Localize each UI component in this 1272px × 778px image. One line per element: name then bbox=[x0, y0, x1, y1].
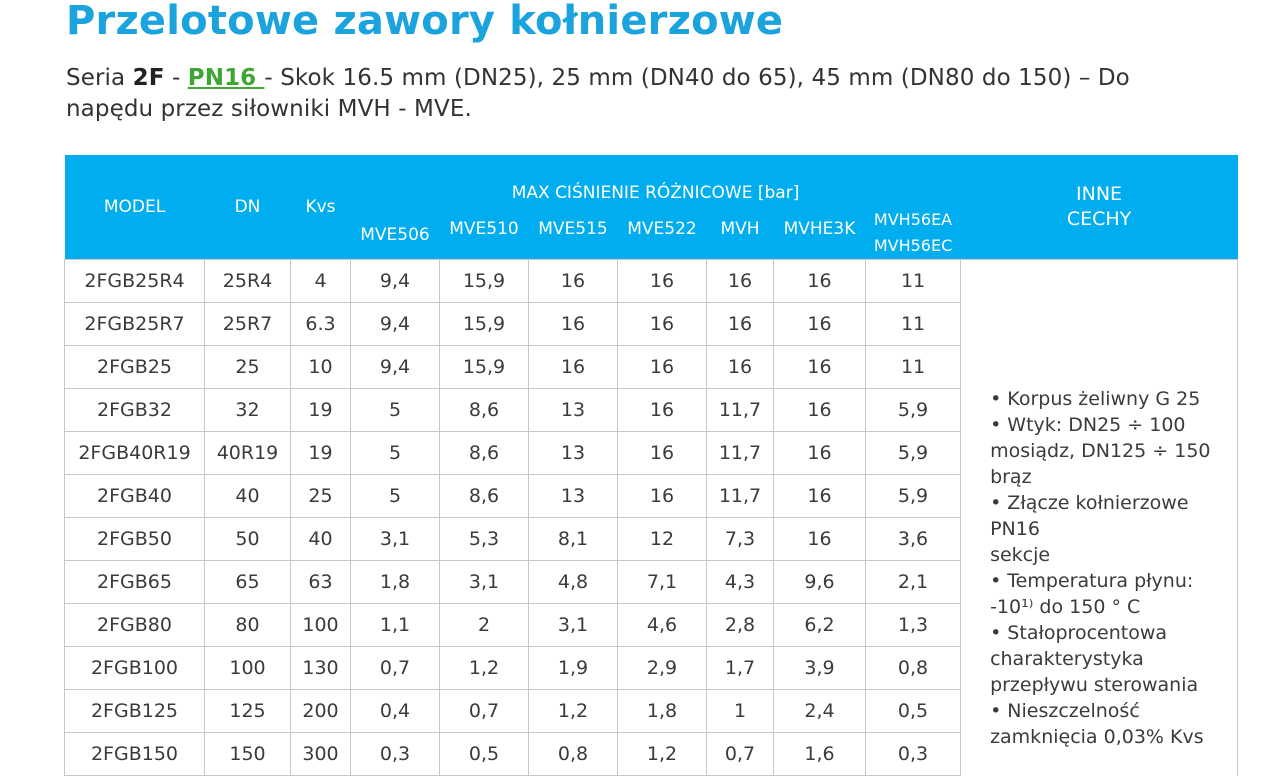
table-cell: 8,1 bbox=[529, 518, 618, 561]
table-cell: 2FGB40 bbox=[65, 475, 205, 518]
table-cell: 3,9 bbox=[774, 647, 866, 690]
table-cell: 1,1 bbox=[351, 604, 440, 647]
table-cell: 15,9 bbox=[440, 346, 529, 389]
table-cell: 63 bbox=[291, 561, 351, 604]
table-cell: 5 bbox=[351, 475, 440, 518]
feature-note-line: mosiądz, DN125 ÷ 150 bbox=[990, 439, 1211, 462]
table-cell: 1,6 bbox=[774, 733, 866, 776]
table-cell: 2FGB32 bbox=[65, 389, 205, 432]
table-cell: 12 bbox=[618, 518, 707, 561]
table-cell: 2FGB150 bbox=[65, 733, 205, 776]
valve-spec-table bbox=[64, 155, 1238, 776]
table-cell: 2 bbox=[440, 604, 529, 647]
table-cell: 4,6 bbox=[618, 604, 707, 647]
table-cell: 6.3 bbox=[291, 303, 351, 346]
table-cell: 2FGB80 bbox=[65, 604, 205, 647]
page-title: Przelotowe zawory kołnierzowe bbox=[66, 0, 784, 44]
table-cell: 8,6 bbox=[440, 475, 529, 518]
header-mvhe3k: MVHE3K bbox=[774, 207, 866, 260]
table-cell: 16 bbox=[529, 346, 618, 389]
table-cell: 2FGB50 bbox=[65, 518, 205, 561]
table-cell: 3,1 bbox=[440, 561, 529, 604]
table-cell: 9,4 bbox=[351, 260, 440, 303]
header-mvh56ea: MVH56EA bbox=[873, 210, 953, 229]
table-cell: 0,8 bbox=[529, 733, 618, 776]
table-cell: 5 bbox=[351, 389, 440, 432]
header-mve522: MVE522 bbox=[618, 207, 707, 260]
series-details-line2: napędu przez siłowniki MVH - MVE. bbox=[66, 96, 472, 122]
table-cell: 2FGB65 bbox=[65, 561, 205, 604]
table-cell: 2,1 bbox=[866, 561, 961, 604]
feature-note-line: • Złącze kołnierzowe bbox=[990, 491, 1189, 514]
header-other-features bbox=[961, 155, 1238, 260]
table-cell: 16 bbox=[774, 346, 866, 389]
table-cell: 16 bbox=[707, 303, 774, 346]
table-row bbox=[65, 260, 1238, 303]
table-cell: 7,3 bbox=[707, 518, 774, 561]
table-body bbox=[65, 260, 1238, 776]
table-cell: 3,1 bbox=[351, 518, 440, 561]
table-cell: 13 bbox=[529, 432, 618, 475]
table-cell: 16 bbox=[618, 303, 707, 346]
table-cell: 2FGB25R4 bbox=[65, 260, 205, 303]
table-cell: 6,2 bbox=[774, 604, 866, 647]
table-cell: 0,7 bbox=[707, 733, 774, 776]
table-cell: 9,4 bbox=[351, 303, 440, 346]
table-cell: 5,9 bbox=[866, 389, 961, 432]
table-cell: 19 bbox=[291, 389, 351, 432]
table-cell: 16 bbox=[774, 518, 866, 561]
table-cell: 16 bbox=[618, 260, 707, 303]
table-cell: 5,9 bbox=[866, 475, 961, 518]
feature-note-line: • Korpus żeliwny G 25 bbox=[990, 387, 1201, 410]
table-cell: 16 bbox=[774, 389, 866, 432]
header-kvs: Kvs bbox=[291, 155, 351, 260]
table-cell: 2FGB100 bbox=[65, 647, 205, 690]
feature-note-line: zamknięcia 0,03% Kvs bbox=[990, 725, 1204, 748]
series-prefix: Seria bbox=[66, 65, 133, 91]
table-cell: 7,1 bbox=[618, 561, 707, 604]
table-cell: 150 bbox=[205, 733, 291, 776]
table-cell: 0,4 bbox=[351, 690, 440, 733]
header-other-line1: INNE bbox=[1076, 183, 1123, 205]
table-cell: 4 bbox=[291, 260, 351, 303]
table-cell: 0,3 bbox=[866, 733, 961, 776]
table-cell: 16 bbox=[618, 346, 707, 389]
table-cell: 1 bbox=[707, 690, 774, 733]
table-cell: 0,3 bbox=[351, 733, 440, 776]
table-cell: 40 bbox=[205, 475, 291, 518]
table-cell: 3,6 bbox=[866, 518, 961, 561]
table-cell: 5,3 bbox=[440, 518, 529, 561]
table-cell: 40R19 bbox=[205, 432, 291, 475]
features-notes bbox=[961, 260, 1238, 776]
table-cell: 16 bbox=[618, 389, 707, 432]
table-cell: 15,9 bbox=[440, 260, 529, 303]
header-max-pressure-group: MAX CIŚNIENIE RÓŻNICOWE [bar] bbox=[351, 155, 961, 207]
table-cell: 25 bbox=[291, 475, 351, 518]
table-cell: 15,9 bbox=[440, 303, 529, 346]
table-cell: 1,8 bbox=[618, 690, 707, 733]
table-cell: 16 bbox=[529, 303, 618, 346]
feature-note-line: przepływu sterowania bbox=[990, 673, 1199, 696]
table-cell: 19 bbox=[291, 432, 351, 475]
table-cell: 11,7 bbox=[707, 389, 774, 432]
pn16-link[interactable]: PN16 bbox=[187, 65, 265, 91]
table-cell: 16 bbox=[529, 260, 618, 303]
table-cell: 13 bbox=[529, 389, 618, 432]
header-mvh56 bbox=[866, 207, 961, 260]
table-cell: 65 bbox=[205, 561, 291, 604]
header-dn: DN bbox=[205, 155, 291, 260]
table-cell: 9,4 bbox=[351, 346, 440, 389]
feature-note-line: -10¹⁾ do 150 ° C bbox=[990, 595, 1141, 618]
table-cell: 200 bbox=[291, 690, 351, 733]
table-cell: 2FGB25 bbox=[65, 346, 205, 389]
table-cell: 80 bbox=[205, 604, 291, 647]
table-cell: 1,9 bbox=[529, 647, 618, 690]
table-cell: 1,2 bbox=[618, 733, 707, 776]
table-cell: 0,7 bbox=[440, 690, 529, 733]
series-name: 2F bbox=[132, 65, 165, 91]
table-cell: 16 bbox=[707, 260, 774, 303]
feature-note-line: PN16 bbox=[990, 517, 1040, 540]
table-cell: 8,6 bbox=[440, 389, 529, 432]
feature-note-line: brąz bbox=[990, 465, 1032, 488]
table-cell: 1,7 bbox=[707, 647, 774, 690]
feature-note-line: • Wtyk: DN25 ÷ 100 bbox=[990, 413, 1186, 436]
table-cell: 5 bbox=[351, 432, 440, 475]
table-cell: 1,2 bbox=[529, 690, 618, 733]
table-cell: 50 bbox=[205, 518, 291, 561]
table-cell: 0,7 bbox=[351, 647, 440, 690]
table-cell: 25R7 bbox=[205, 303, 291, 346]
feature-note-line: • Temperatura płynu: bbox=[990, 569, 1194, 592]
feature-note-line: sekcje bbox=[990, 543, 1051, 566]
table-cell: 2,8 bbox=[707, 604, 774, 647]
table-cell: 25 bbox=[205, 346, 291, 389]
header-mve506: MVE506 bbox=[351, 207, 440, 260]
header-other-line2: CECHY bbox=[1066, 208, 1132, 230]
header-mve510: MVE510 bbox=[440, 207, 529, 260]
header-mve515: MVE515 bbox=[529, 207, 618, 260]
feature-note-line: charakterystyka bbox=[990, 647, 1144, 670]
table-cell: 2,9 bbox=[618, 647, 707, 690]
table-cell: 4,8 bbox=[529, 561, 618, 604]
table-cell: 3,1 bbox=[529, 604, 618, 647]
table-cell: 2FGB25R7 bbox=[65, 303, 205, 346]
series-description bbox=[66, 63, 1226, 125]
table-cell: 1,2 bbox=[440, 647, 529, 690]
table-cell: 9,6 bbox=[774, 561, 866, 604]
table-cell: 2FGB125 bbox=[65, 690, 205, 733]
table-cell: 300 bbox=[291, 733, 351, 776]
feature-note-line: • Stałoprocentowa bbox=[990, 621, 1167, 644]
table-cell: 16 bbox=[707, 346, 774, 389]
table-cell: 16 bbox=[774, 303, 866, 346]
table-cell: 25R4 bbox=[205, 260, 291, 303]
table-cell: 16 bbox=[774, 260, 866, 303]
table-cell: 16 bbox=[774, 432, 866, 475]
table-cell: 40 bbox=[291, 518, 351, 561]
table-cell: 32 bbox=[205, 389, 291, 432]
table-cell: 11 bbox=[866, 260, 961, 303]
table-cell: 16 bbox=[618, 432, 707, 475]
series-details: - Skok 16.5 mm (DN25), 25 mm (DN40 do 65), 45 mm (DN80 do 150) – Do bbox=[264, 65, 1130, 91]
table-cell: 125 bbox=[205, 690, 291, 733]
table-cell: 100 bbox=[205, 647, 291, 690]
table-cell: 1,8 bbox=[351, 561, 440, 604]
header-mvh56ec: MVH56EC bbox=[873, 236, 953, 255]
table-cell: 4,3 bbox=[707, 561, 774, 604]
table-cell: 16 bbox=[774, 475, 866, 518]
table-cell: 130 bbox=[291, 647, 351, 690]
header-model: MODEL bbox=[65, 155, 205, 260]
table-cell: 8,6 bbox=[440, 432, 529, 475]
table-cell: 11 bbox=[866, 346, 961, 389]
table-cell: 11,7 bbox=[707, 432, 774, 475]
table-cell: 13 bbox=[529, 475, 618, 518]
table-cell: 2FGB40R19 bbox=[65, 432, 205, 475]
table-cell: 16 bbox=[618, 475, 707, 518]
header-mvh: MVH bbox=[707, 207, 774, 260]
table-cell: 2,4 bbox=[774, 690, 866, 733]
feature-note-line: • Nieszczelność bbox=[990, 699, 1140, 722]
table-cell: 1,3 bbox=[866, 604, 961, 647]
table-cell: 11 bbox=[866, 303, 961, 346]
table-cell: 0,5 bbox=[866, 690, 961, 733]
table-cell: 100 bbox=[291, 604, 351, 647]
series-separator: - bbox=[164, 65, 188, 91]
table-cell: 0,5 bbox=[440, 733, 529, 776]
table-cell: 10 bbox=[291, 346, 351, 389]
table-cell: 11,7 bbox=[707, 475, 774, 518]
table-cell: 0,8 bbox=[866, 647, 961, 690]
table-cell: 5,9 bbox=[866, 432, 961, 475]
